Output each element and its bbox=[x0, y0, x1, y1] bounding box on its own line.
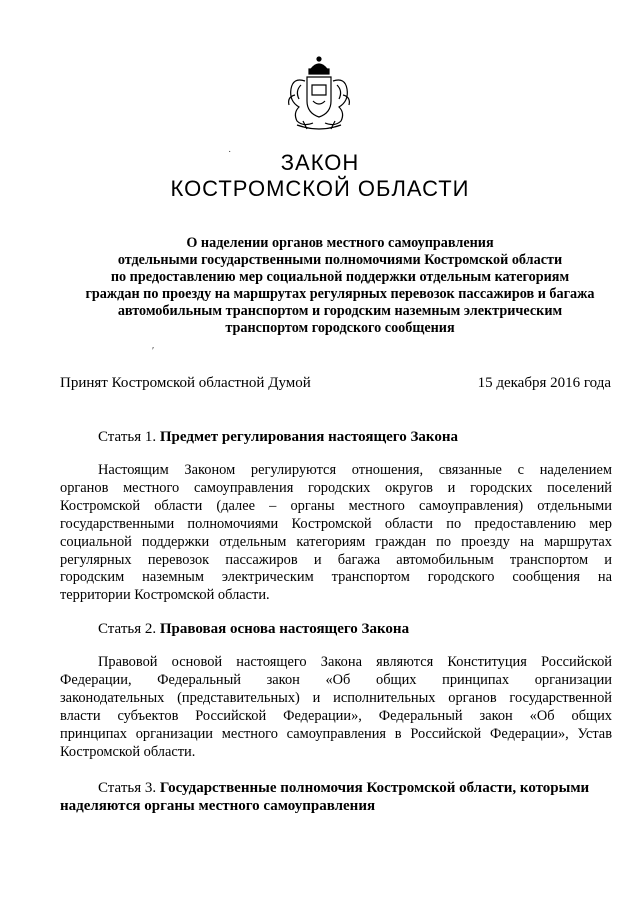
para-line: государственными полномочиями Костромской области по предоставлению мер bbox=[60, 515, 612, 532]
heading-line: граждан по проезду на маршрутах регулярных перевозок пассажиров и багажа bbox=[85, 286, 595, 302]
article-3-title bbox=[60, 779, 612, 815]
para-line: регулярных перевозок пассажиров и багажа автомобильным транспортом и bbox=[60, 551, 612, 568]
para-line: Правовой основой настоящего Закона являются Конституция Российской bbox=[98, 654, 612, 670]
article-title-text: Государственные полномочия Костромской области, которыми bbox=[159, 780, 590, 796]
coat-of-arms-emblem bbox=[283, 55, 355, 133]
law-heading bbox=[40, 235, 640, 337]
heading-line: по предоставлению мер социальной поддержки отдельным категориям bbox=[110, 269, 570, 285]
article-title-text: Предмет регулирования настоящего Закона bbox=[159, 429, 458, 445]
article-title-text: наделяются органы местного самоуправления bbox=[60, 798, 376, 814]
para-line: принципах организации местного самоуправления в Российской Федерации», Устав bbox=[60, 725, 612, 742]
article-2-body bbox=[60, 654, 612, 761]
scan-mark: ′ bbox=[152, 346, 155, 357]
para-line: органов местного самоуправления городских округов и городских поселений bbox=[60, 479, 612, 496]
article-prefix: Статья 1. bbox=[98, 429, 157, 445]
heading-line: О наделении органов местного самоуправления bbox=[186, 235, 494, 251]
para-line: Настоящим Законом регулируются отношения, связанные с наделением bbox=[98, 462, 612, 478]
para-line: территории Костромской области. bbox=[60, 587, 270, 604]
article-title-text: Правовая основа настоящего Закона bbox=[159, 621, 410, 637]
article-prefix: Статья 3. bbox=[98, 780, 157, 796]
region-title: КОСТРОМСКОЙ ОБЛАСТИ bbox=[170, 176, 470, 201]
scan-mark: ˙ bbox=[228, 150, 232, 161]
article-prefix: Статья 2. bbox=[98, 621, 157, 637]
para-line: социальной поддержки отдельным категориям граждан по проезду на маршрутах bbox=[60, 533, 612, 550]
para-line: Федерации, Федеральный закон «Об общих принципах организации bbox=[60, 671, 612, 688]
article-1-title bbox=[60, 428, 612, 446]
adopted-by: Принят Костромской областной Думой bbox=[60, 375, 311, 391]
heading-line: отдельными государственными полномочиями Костромской области bbox=[117, 252, 563, 268]
article-1-body bbox=[60, 462, 612, 605]
para-line: власти субъектов Российской Федерации», Федеральный закон «Об общих bbox=[60, 707, 612, 724]
article-2-title bbox=[60, 620, 612, 638]
para-line: Костромской области (далее – органы местного самоуправления) отдельными bbox=[60, 497, 612, 514]
heading-line: транспортом городского сообщения bbox=[225, 320, 455, 336]
para-line: городским наземным электрическим транспортом городского сообщения на bbox=[60, 569, 612, 586]
para-line: законодательных (представительных) и исполнительных органов государственной bbox=[60, 689, 612, 706]
adopted-date: 15 декабря 2016 года bbox=[477, 375, 611, 391]
para-line: Костромской области. bbox=[60, 743, 196, 760]
law-title: ЗАКОН bbox=[280, 150, 360, 175]
heading-line: автомобильным транспортом и городским наземным электрическим bbox=[117, 303, 563, 319]
